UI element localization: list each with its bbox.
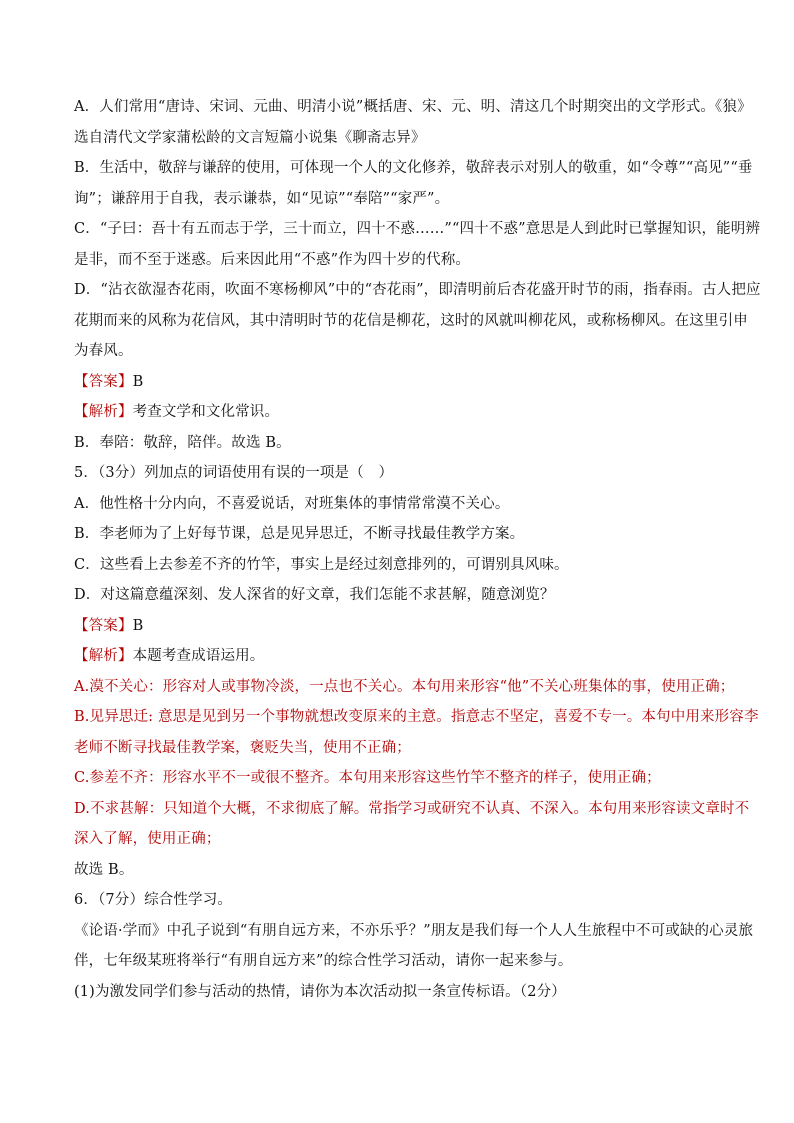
q5-conclusion: 故选 B。 (74, 861, 134, 878)
q5-stem: 5．（3分）列加点的词语使用有误的一项是（ ） (74, 465, 394, 481)
analysis-tag: 【解析】 (74, 648, 133, 664)
answer-tag: 【答案】 (74, 617, 133, 634)
q5-note-b-line2: 老师不断寻找最佳教学案，褒贬失当，使用不正确； (74, 739, 411, 756)
q6-intro-line1: 《论语·学而》中孔子说到“有朋自远方来，不亦乐乎？”朋友是我们每一个人人生旅程中不可或缺的心灵旅 (74, 922, 754, 939)
q4-option-b-line1: B．生活中，敬辞与谦辞的使用，可体现一个人的文化修养，敬辞表示对别人的敬重，如“令尊”“高见”“垂 (74, 160, 753, 176)
answer-value: B (132, 617, 144, 634)
q4-option-c-line1: C．“子曰：吾十有五而志于学，三十而立，四十不惑……”“四十不惑”意思是人到此时已掌握知识，能明辨 (74, 221, 761, 237)
analysis-text: 考查文学和文化常识。 (132, 404, 280, 420)
document-page (74, 92, 761, 1007)
q5-note-a: A.漠不关心：形容对人或事物冷淡，一点也不关心。本句用来形容“他”不关心班集体的事，使用正确； (74, 678, 735, 695)
q5-note-c: C.参差不齐：形容水平不一或很不整齐。本句用来形容这些竹竿不整齐的样子，使用正确； (74, 770, 661, 786)
q4-option-d-line1: D．“沾衣欲湿杏花雨，吹面不寒杨柳风”中的“杏花雨”，即清明前后杏花盛开时节的雨，指春雨。古人把应 (74, 282, 761, 298)
q5-note-d-line1: D.不求甚解：只知道个大概，不求彻底了解。常指学习或研究不认真、不深入。本句用来形容读文章时不 (74, 800, 750, 817)
q5-answer (74, 611, 724, 642)
q4-explanation: B．奉陪：敬辞，陪伴。故选 B。 (74, 434, 291, 451)
q4-option-b-line2: 询”；谦辞用于自我，表示谦恭，如“见谅”“奉陪”“家严”。 (74, 190, 450, 207)
q6-stem: 6．（7分）综合性学习。 (74, 892, 232, 908)
q5-analysis (74, 641, 724, 672)
q5-option-a: A．他性格十分内向，不喜爱说话，对班集体的事情常常漠不关心。 (74, 495, 510, 512)
q4-option-a-line1: A．人们常用“唐诗、宋词、元曲、明清小说”概括唐、宋、元、明、清这几个时期突出的文学形式。《狼》 (74, 99, 752, 115)
analysis-text: 本题考查成语运用。 (132, 648, 265, 664)
q6-intro-line2: 伴，七年级某班将举行“有朋自远方来”的综合性学习活动，请你一起来参与。 (74, 953, 573, 969)
q6-sub-question-1: (1)为激发同学们参与活动的热情，请你为本次活动拟一条宣传标语。（2分） (74, 983, 566, 1000)
analysis-tag: 【解析】 (74, 404, 133, 420)
answer-tag: 【答案】 (74, 373, 133, 390)
answer-value: B (132, 373, 144, 390)
q5-note-d-line2: 深入了解，使用正确； (74, 831, 221, 847)
q5-option-b: B．李老师为了上好每节课，总是见异思迁，不断寻找最佳教学方案。 (74, 526, 525, 542)
q4-analysis (74, 397, 724, 428)
q4-option-c-line2: 是非，而不至于迷惑。后来因此用“不惑”作为四十岁的代称。 (74, 251, 471, 268)
q5-note-b-line1: B.见异思迁: 意思是见到另一个事物就想改变原来的主意。指意志不坚定，喜爱不专一。本句中用来形容李 (74, 709, 759, 725)
q4-option-a-line2: 选自清代文学家蒲松龄的文言短篇小说集《聊斋志异》 (74, 129, 426, 146)
q5-option-c: C．这些看上去参差不齐的竹竿，事实上是经过刻意排列的，可谓别具风味。 (74, 556, 569, 573)
q4-answer (74, 367, 724, 398)
q4-option-d-line2: 花期而来的风称为花信风，其中清明时节的花信是柳花，这时的风就叫柳花风，或称杨柳风。在这里引申 (74, 312, 748, 329)
q4-option-d-line3: 为春风。 (74, 343, 133, 359)
q5-option-d: D．对这篇意蕴深刻、发人深省的好文章，我们怎能不求甚解，随意浏览？ (74, 587, 555, 603)
